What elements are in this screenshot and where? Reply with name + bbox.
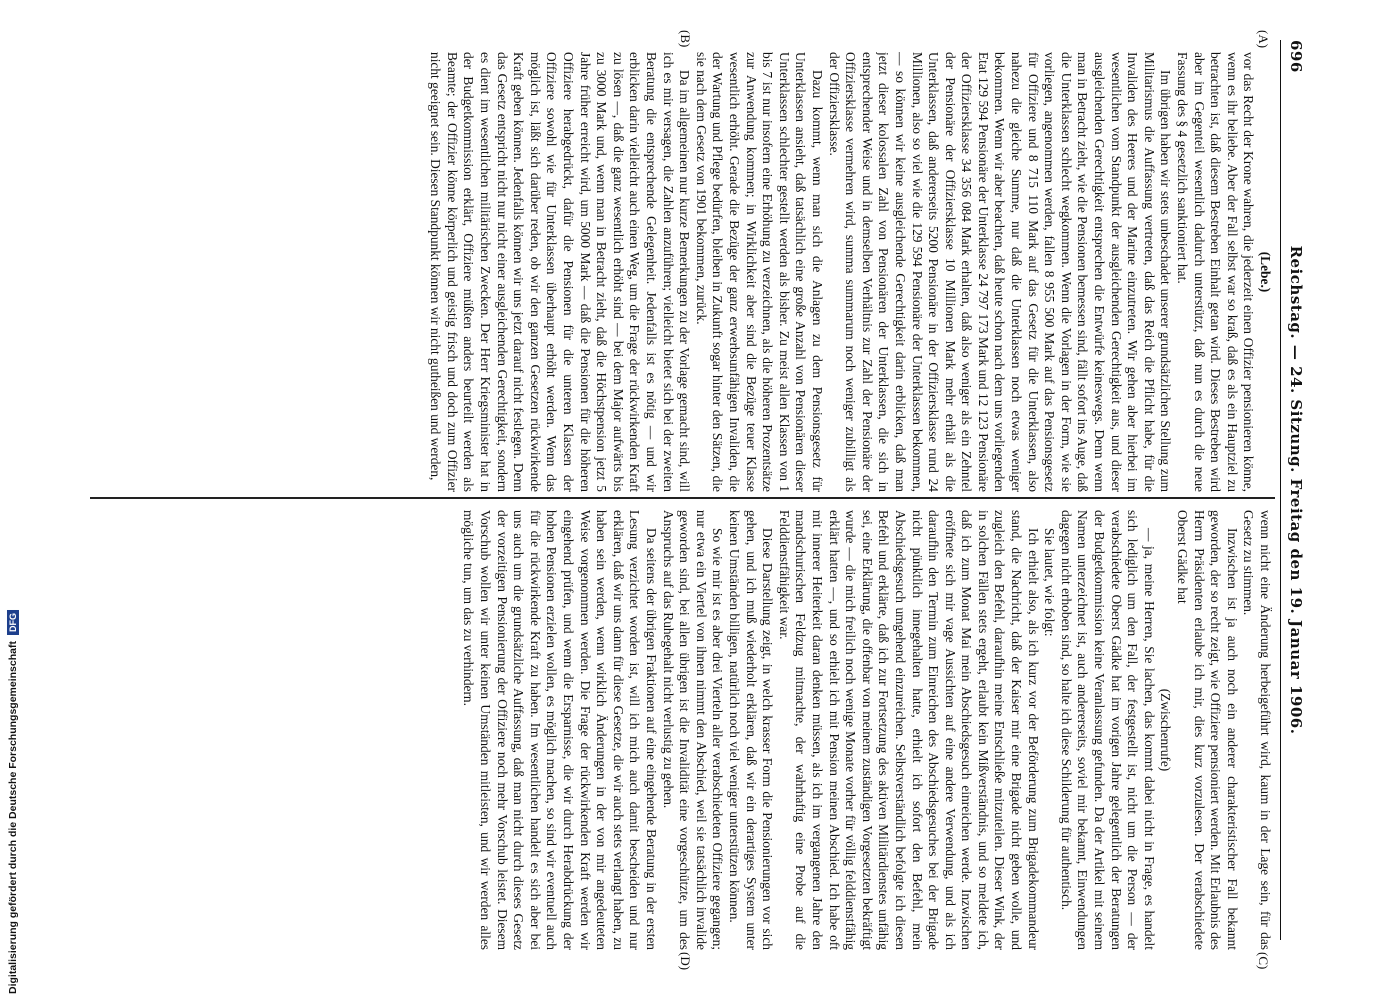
- paragraph: wenn nicht eine Änderung herbeigeführt wird, kaum in der Lage sein, für das Gesetz zu stimmen.: [1241, 510, 1273, 950]
- column-divider: [90, 497, 1275, 499]
- paragraph: Dazu kommt, wenn man sich die Anlagen zu dem Pensionsgesetz für Unterklassen ansieht, daß tatsächlich eine große Anzahl von Pensionären dieser Unterklassen schlechter gestellt werden als bisher. Zu meist allen Klassen von 1 bis 7 ist nur insofern eine Erhöhung zu verzeichnen, als die höheren Prozentsätze zur Anwendung kommen; in Wirklichkeit aber sind die Bezüge teuer Klasse wesentlich erhöht. Gerade die Bezüge der ganz erwerbsunfähigen Invaliden, die der Wartung und Pflege bedürfen, bleiben in Zukunft sogar hinter den Sätzen, die sie nach dem Gesetz von 1901 bekommen, zurück.: [693, 52, 825, 492]
- margin-mark-b: (B): [678, 30, 693, 48]
- left-column: [93, 52, 1273, 492]
- quoted-paragraph: Ich erhielt also, als ich kurz vor der Beförderung zum Brigadekommandeur stand, die Nachricht, daß der Kaiser mir eine Brigade nicht geben wolle, und zugleich den Befehl, daraufhin meine Entschließe mitzuteilen. Dieser Wink, der in solchen Fällen stets ergeht, erlaubt kein Mißverständnis, und so meldete ich, daß ich zum Monat Mai mein Abschiedsgesuch einreichen werde. Inzwischen eröffnete sich mir vage Aussichten auf eine andere Verwendung, und als ich daraufhin den Termin zum Einreichen des Abschiedsgesuches bei der Brigade nicht pünktlich innegehalten hatte, erhielt ich sofort den Befehl, mein Abschiedsgesuch umgehend einzureichen. Selbstverständlich befolgte ich diesen Befehl und erklärte, daß ich zur Fortsetzung des aktiven Militärdienstes unfähig sei, eine Erklärung, die offenbar von meinem zuständigen Vorgesetzten bekräftigt wurde — die mich freilich noch wenige Monate vorher für völlig felddienstfähig erklärt hatten —, und so erhielt ich mit Pension meinen Abschied. Ich habe oft mit innerer Heiterkeit daran denken müssen, als ich im vergangenen Jahre den mandschurischen Feldzug mitmachte, der wahrhaftig eine Probe auf die Felddienstfähigkeit war.: [776, 510, 1041, 950]
- paragraph: Im übrigen haben wir stets unbeschadet unserer grundsätzlichen Stellung zum Militarismus die Auffassung vertreten, daß das Reich die Pflicht habe, für die Invaliden des Heeres und der Marine einzutreten. Wir gehen aber hierbei im wesentlichen vom Standpunkt der ausgleichenden Gerechtigkeit aus, und dieser ausgleichenden Gerechtigkeit entsprechen die Entwürfe keineswegs. Denn wenn man in Betracht zieht, wie die Pensionen bemessen sind, fällt sofort ins Auge, daß die Unterklassen schlecht wegkommen. Wenn die Vorlagen in der Form, wie sie vorliegen, angenommen werden, fallen 8 955 500 Mark auf das Pensionsgesetz für Offiziere und 8 715 110 Mark auf das Gesetz für die Unterklassen, also nahezu die gleiche Summe, nur daß die Unterklassen noch etwas weniger bekommen. Wenn wir aber beachten, daß heute schon nach dem uns vorliegenden Etat 129 594 Pensionäre der Unterklasse 24 797 173 Mark und 12 123 Pensionäre der Offiziersklasse 34 356 084 Mark erhalten, daß also weniger als ein Zehntel der Pensionäre der Offiziersklasse 10 Millionen Mark mehr erhält als die Unterklassen, daß andererseits 5200 Pensionäre in der Offiziersklasse rund 24 Millionen, also so viel wie die 129 594 Pensionäre der Unterklassen bekommen, — so können wir keine ausgleichende Gerechtigkeit darin erblicken, daß man jetzt dieser kolossalen Zahl von Pensionären der Unterklassen, die sich in entsprechender Weise und in demselben Verhältnis zur Zahl der Pensionäre der Offiziersklasse vermehren wird, summa summarum noch weniger zubilligt als der Offiziersklasse.: [826, 52, 1174, 492]
- paragraph: Inzwischen ist ja auch noch ein anderer charakteristischer Fall bekannt geworden, der so recht zeigt, wie Offiziere pensioniert werden. Mit Erlaubnis des Herrn Präsidenten erlaube ich mir, dies kurz vorzulesen. Der verabschiedete Oberst Gädke hat: [1175, 510, 1240, 950]
- paragraph: Diese Darstellung zeigt, in welch krasser Form die Pensionierungen vor sich gehen, und ich muß wiederholt erklären, daß wir ein derartiges System unter keinen Umständen billigen, natürlich noch viel weniger unterstützen können.: [727, 510, 776, 950]
- paragraph: vor das Recht der Krone wahren, die jederzeit einen Offizier pensionieren könne, wenn es ihr beliebe. Aber der Fall selbst war so kraß, daß es als ein Hauptziel zu betrachten ist, daß diesem Bestreben Einhalt getan wird. Dieses Bestreben wird aber im Gegenteil wesentlich dadurch unterstützt, daß nun es durch die neue Fassung des § 4 gesetzlich sanktioniert hat.: [1175, 52, 1257, 492]
- page-header: [1280, 40, 1311, 940]
- right-column: [93, 510, 1273, 950]
- page-number: 696: [1287, 40, 1305, 73]
- dfg-logo: DFG: [7, 610, 19, 635]
- margin-mark-d: (D): [678, 952, 693, 971]
- paragraph: Sie lautet, wie folgt:: [1042, 528, 1058, 637]
- notice-text: Digitalisierung gefördert durch die Deutsche Forschungsgemeinschaft: [7, 641, 20, 994]
- interjection: (Zwischenrufe): [1158, 688, 1174, 772]
- paragraph: Da im allgemeinen nur kurze Bemerkungen zu der Vorlage gemacht sind, will ich es mir versagen, die Zahlen anzuführen; vielleicht bietet sich bei der zweiten Beratung die entsprechende Gelegenheit. Jedenfalls ist es nötig — und wir erblicken darin vielleicht auch einen Weg, um die Frage der rückwirkenden Kraft zu lösen —, daß die ganz wesentlich erhöht sind — bei dem Major aufwärts bis zu 3000 Mark und, wenn man in Betracht zieht, daß die Höchstpension jetzt 5 Jahre früher erreicht wird, um 5000 Mark — daß die Pensionen für die höheren Offiziere herabgedrückt, dafür die Pensionen für die unteren Klassen der Offiziere sowohl wie für Unterklassen überhaupt erhöht werden. Wenn das möglich ist, läßt sich darüber reden, ob wir den ganzen Gesetzen rückwirkende Kraft geben können. Jedenfalls können wir uns jetzt darauf nicht festlegen. Denn das Gesetz entspricht nicht nur nicht einer ausgleichenden Gerechtigkeit, sondern es dient im wesentlichen militärischen Zwecken. Der Herr Kriegsminister hat in der Budgetkommission erklärt, Offiziere müßten anders beurteilt werden als Beamte; der Offizier könne körperlich und geistig frisch und doch zum Offizier nicht geeignet sein. Diesen Standpunkt können wir nicht gutheißen und werden,: [428, 52, 693, 492]
- paragraph: — ja, meine Herren, Sie lachen, das kommt dabei nicht in Frage, es handelt sich lediglich um den Fall, der festgestellt ist, nicht um die Person — der verabschiedete Oberst Gädke hat im vorigen Jahre gelegentlich der Beratungen der Budgetkommission keine Veranlassung gefunden. Da der Artikel mit seinem Namen unterzeichnet ist, auch andererseits, soviel mir bekannt, Einwendungen dagegen nicht erhoben sind, so halte ich diese Schilderung für authentisch.: [1058, 510, 1157, 950]
- digitization-notice: [2, 606, 24, 998]
- page-title: Reichstag. — 24. Sitzung. Freitag den 19. Januar 1906.: [1287, 245, 1305, 735]
- speaker-continuation: (Lebe.): [1258, 251, 1273, 293]
- paragraph: Da seitens der übrigen Fraktionen auf eine eingehende Beratung in der ersten Lesung verzichtet worden ist, will ich mich auch damit bescheiden und nur erklären, daß wir uns dann für diese Gesetze, die wir auch stets verlangt haben, zu haben sein werden, wenn wirklich Änderungen in der von mir angedeuteten Weise vorgenommen werden. Die Frage der rückwirkenden Kraft werden wir eingehend prüfen, und wenn die Ersparnisse, die wir durch Herabdrückung der hohen Pensionen erzielen wollen, es möglich machen, so sind wir eventuell auch für die rückwirkende Kraft zu haben. Im wesentlichen handelt es sich aber bei uns auch um die grundsätzliche Auffassung, daß man nicht durch dieses Gesetz der vorzeitigen Pensionierung der Offiziere noch mehr Vorschub leistet. Diesem Vorschub wollen wir unter keinen Umständen mitleisten, und wir werden alles mögliche tun, um das zu verhindern.: [461, 510, 660, 950]
- margin-mark-c: (C): [1256, 952, 1271, 970]
- margin-mark-a: (A): [1256, 30, 1271, 49]
- paragraph: So wie mir ist es aber drei Vierteln aller verabschiedeten Offiziere gegangen; nur etwa ein Viertel von ihnen nimmt den Abschied, weil sie tatsächlich invalide geworden sind, bei allen übrigen ist die Invalidität eine vorgeschützte, um des Anspruchs auf das Ruhegehalt nicht verlustig zu gehen.: [660, 510, 726, 950]
